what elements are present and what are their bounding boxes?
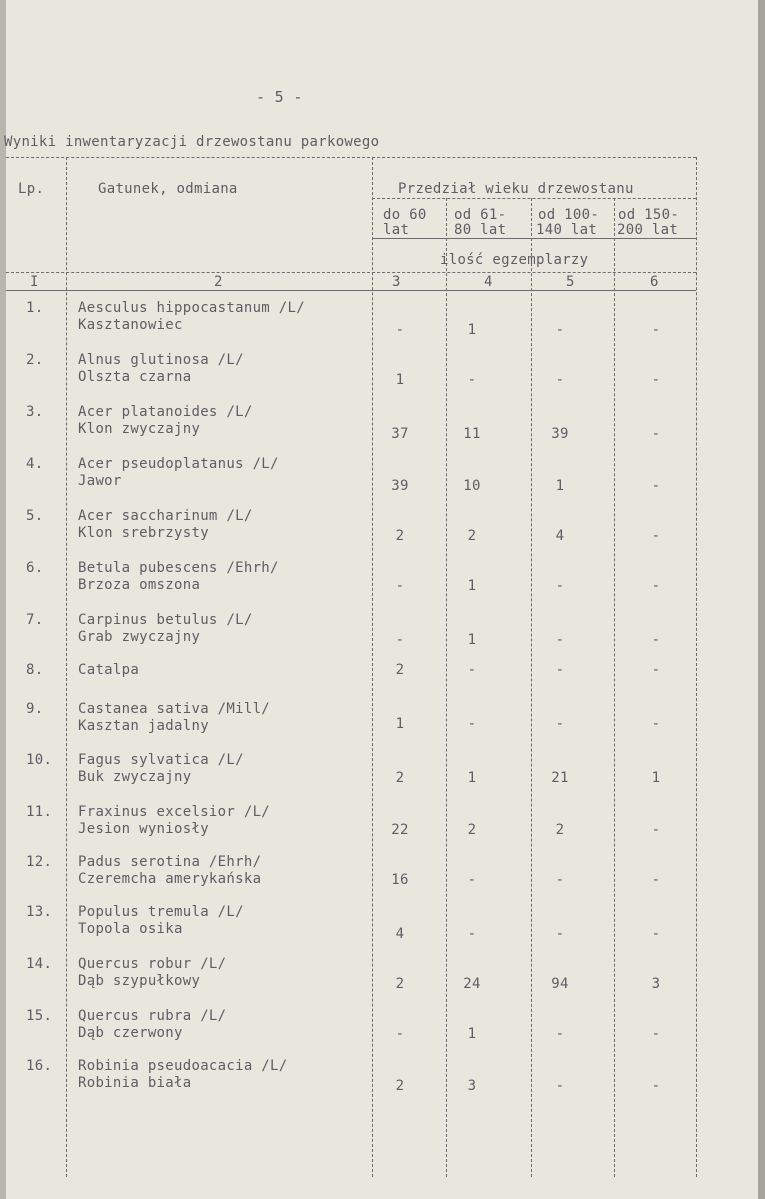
- row-lp: 5.: [26, 508, 44, 524]
- row-count-c6: 3: [651, 976, 661, 992]
- row-count-c6: -: [651, 662, 661, 678]
- header-age-range-4: od 150-: [618, 207, 680, 223]
- row-lp: 11.: [26, 804, 53, 820]
- row-count-c4: 2: [467, 822, 477, 838]
- row-count-c6: -: [651, 822, 661, 838]
- row-count-c6: -: [651, 372, 661, 388]
- row-count-c5: -: [555, 1026, 565, 1042]
- row-count-c3: 22: [391, 822, 409, 838]
- row-count-c5: 1: [555, 478, 565, 494]
- row-species-polish: Jawor: [78, 473, 122, 489]
- row-species-polish: Dąb szypułkowy: [78, 973, 201, 989]
- row-count-c6: -: [651, 578, 661, 594]
- row-species-latin: Fraxinus excelsior /L/: [78, 804, 271, 820]
- header-age-group: Przedział wieku drzewostanu: [398, 181, 634, 197]
- row-count-c4: 1: [467, 578, 477, 594]
- row-species-polish: Brzoza omszona: [78, 577, 201, 593]
- col-divider-5: [614, 198, 615, 1177]
- row-species-latin: Acer saccharinum /L/: [78, 508, 253, 524]
- row-count-c3: -: [395, 322, 405, 338]
- header-age-range-2: od 61-: [454, 207, 507, 223]
- row-species-polish: Kasztan jadalny: [78, 718, 209, 734]
- col-number-3: 3: [392, 274, 401, 290]
- header-age-range-1: do 60: [383, 207, 427, 223]
- row-species-latin: Alnus glutinosa /L/: [78, 352, 244, 368]
- row-species-latin: Aesculus hippocastanum /L/: [78, 300, 305, 316]
- header-age-range-4-unit: 200 lat: [617, 222, 679, 238]
- row-lp: 8.: [26, 662, 44, 678]
- row-lp: 15.: [26, 1008, 53, 1024]
- header-age-range-1-unit: lat: [383, 222, 410, 238]
- row-species-polish: Grab zwyczajny: [78, 629, 201, 645]
- row-count-c4: 1: [467, 770, 477, 786]
- col-divider-4: [531, 198, 532, 1177]
- row-species-polish: Czeremcha amerykańska: [78, 871, 262, 887]
- col-divider-lp: [66, 157, 67, 1177]
- row-count-c3: 2: [395, 662, 405, 678]
- header-lp: Lp.: [18, 181, 45, 197]
- row-species-polish: Jesion wyniosły: [78, 821, 209, 837]
- row-lp: 10.: [26, 752, 53, 768]
- row-species-polish: Robinia biała: [78, 1075, 192, 1091]
- row-count-c6: -: [651, 478, 661, 494]
- row-species-polish: Klon zwyczajny: [78, 421, 201, 437]
- col-number-5: 5: [566, 274, 575, 290]
- row-count-c6: -: [651, 632, 661, 648]
- row-lp: 1.: [26, 300, 44, 316]
- row-count-c6: -: [651, 926, 661, 942]
- row-species-latin: Acer pseudoplatanus /L/: [78, 456, 279, 472]
- row-count-c6: -: [651, 528, 661, 544]
- number-row-rule: [6, 290, 696, 291]
- col-divider-right: [696, 157, 697, 1177]
- row-species-latin: Populus tremula /L/: [78, 904, 244, 920]
- row-lp: 6.: [26, 560, 44, 576]
- row-count-c3: 2: [395, 528, 405, 544]
- row-species-latin: Acer platanoides /L/: [78, 404, 253, 420]
- row-count-c6: -: [651, 716, 661, 732]
- row-count-c5: -: [555, 578, 565, 594]
- row-species-latin: Carpinus betulus /L/: [78, 612, 253, 628]
- col-divider-3: [446, 198, 447, 1177]
- row-count-c4: 1: [467, 632, 477, 648]
- row-species-polish: Dąb czerwony: [78, 1025, 183, 1041]
- row-count-c6: -: [651, 426, 661, 442]
- age-range-rule: [372, 238, 696, 239]
- row-count-c3: 4: [395, 926, 405, 942]
- table-top-rule: [6, 157, 696, 158]
- col-divider-species: [372, 157, 373, 1177]
- row-count-c3: 39: [391, 478, 409, 494]
- page-edge-left: [0, 0, 6, 1199]
- row-count-c5: 94: [551, 976, 569, 992]
- row-count-c5: 21: [551, 770, 569, 786]
- page-number: - 5 -: [256, 88, 303, 106]
- row-count-c5: -: [555, 716, 565, 732]
- row-count-c4: 2: [467, 528, 477, 544]
- row-count-c4: -: [467, 926, 477, 942]
- row-species-polish: Kasztanowiec: [78, 317, 183, 333]
- row-count-c4: -: [467, 372, 477, 388]
- row-lp: 7.: [26, 612, 44, 628]
- row-count-c5: 2: [555, 822, 565, 838]
- row-count-c3: 2: [395, 1078, 405, 1094]
- header-age-range-3-unit: 140 lat: [536, 222, 598, 238]
- row-count-c4: 24: [463, 976, 481, 992]
- row-count-c3: 16: [391, 872, 409, 888]
- row-lp: 13.: [26, 904, 53, 920]
- row-count-c4: -: [467, 662, 477, 678]
- header-rule: [6, 272, 696, 273]
- row-count-c6: -: [651, 872, 661, 888]
- row-species-latin: Catalpa: [78, 662, 140, 678]
- row-lp: 14.: [26, 956, 53, 972]
- col-number-6: 6: [650, 274, 659, 290]
- row-count-c3: 2: [395, 976, 405, 992]
- row-species-latin: Betula pubescens /Ehrh/: [78, 560, 279, 576]
- col-number-1: I: [30, 274, 39, 290]
- row-count-c5: -: [555, 1078, 565, 1094]
- row-species-latin: Quercus robur /L/: [78, 956, 227, 972]
- row-count-c4: 1: [467, 1026, 477, 1042]
- row-count-c5: -: [555, 372, 565, 388]
- row-species-latin: Castanea sativa /Mill/: [78, 701, 271, 717]
- row-lp: 9.: [26, 701, 44, 717]
- page-edge-right: [758, 0, 765, 1199]
- row-count-c5: -: [555, 926, 565, 942]
- row-count-c3: 2: [395, 770, 405, 786]
- row-count-c5: -: [555, 322, 565, 338]
- header-age-range-2-unit: 80 lat: [454, 222, 507, 238]
- row-count-c4: -: [467, 872, 477, 888]
- row-lp: 12.: [26, 854, 53, 870]
- document-title: Wyniki inwentaryzacji drzewostanu parkowego: [4, 134, 380, 150]
- row-count-c3: -: [395, 632, 405, 648]
- row-count-c4: -: [467, 716, 477, 732]
- row-species-latin: Quercus rubra /L/: [78, 1008, 227, 1024]
- row-species-polish: Olszta czarna: [78, 369, 192, 385]
- row-species-latin: Robinia pseudoacacia /L/: [78, 1058, 288, 1074]
- row-lp: 3.: [26, 404, 44, 420]
- row-count-c5: -: [555, 632, 565, 648]
- row-count-c5: 4: [555, 528, 565, 544]
- col-number-4: 4: [484, 274, 493, 290]
- row-count-c4: 11: [463, 426, 481, 442]
- row-lp: 16.: [26, 1058, 53, 1074]
- header-count-label: ilość egzemplarzy: [440, 252, 589, 268]
- age-group-rule: [372, 198, 696, 199]
- row-species-polish: Klon srebrzysty: [78, 525, 209, 541]
- row-count-c3: 1: [395, 372, 405, 388]
- col-number-2: 2: [214, 274, 223, 290]
- row-count-c3: 37: [391, 426, 409, 442]
- row-count-c5: 39: [551, 426, 569, 442]
- row-count-c5: -: [555, 662, 565, 678]
- row-lp: 4.: [26, 456, 44, 472]
- header-age-range-3: od 100-: [538, 207, 600, 223]
- row-count-c4: 3: [467, 1078, 477, 1094]
- row-species-latin: Padus serotina /Ehrh/: [78, 854, 262, 870]
- row-species-polish: Buk zwyczajny: [78, 769, 192, 785]
- header-species: Gatunek, odmiana: [98, 181, 238, 197]
- row-count-c3: 1: [395, 716, 405, 732]
- row-species-latin: Fagus sylvatica /L/: [78, 752, 244, 768]
- row-count-c3: -: [395, 1026, 405, 1042]
- row-species-polish: Topola osika: [78, 921, 183, 937]
- row-count-c6: -: [651, 1078, 661, 1094]
- row-count-c5: -: [555, 872, 565, 888]
- row-count-c6: -: [651, 322, 661, 338]
- row-count-c4: 1: [467, 322, 477, 338]
- row-count-c3: -: [395, 578, 405, 594]
- row-count-c6: -: [651, 1026, 661, 1042]
- row-count-c4: 10: [463, 478, 481, 494]
- row-lp: 2.: [26, 352, 44, 368]
- row-count-c6: 1: [651, 770, 661, 786]
